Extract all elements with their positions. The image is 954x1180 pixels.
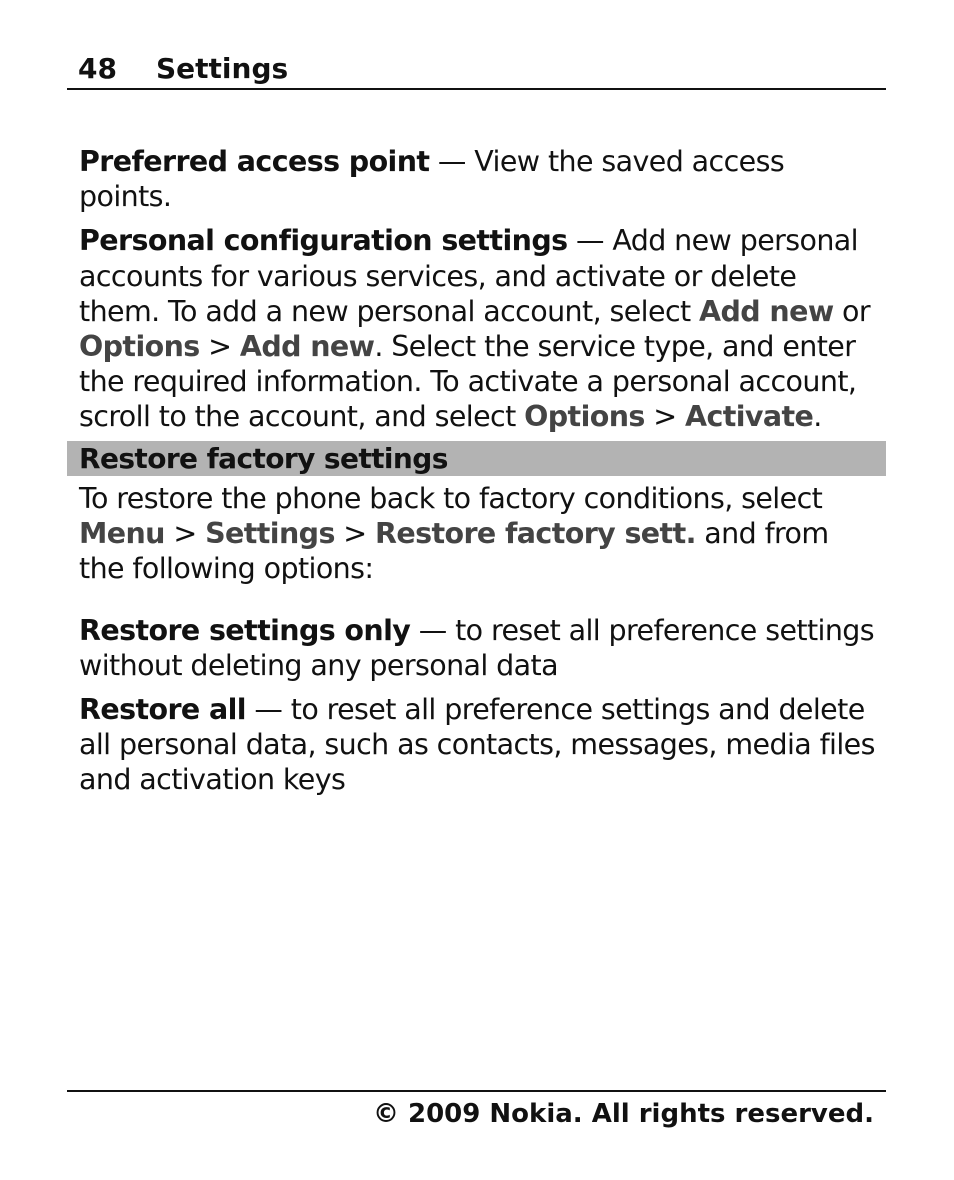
path-separator: > <box>164 517 206 551</box>
page-number: 48 <box>78 52 117 85</box>
section-heading-restore: Restore factory settings <box>67 441 886 476</box>
text-or: or <box>833 294 870 328</box>
term-restore-settings-only <box>79 613 879 683</box>
menu-menu: Menu <box>79 517 165 551</box>
term-label: Preferred access point <box>79 145 430 178</box>
term-description: — to reset all preference settings and delete all personal data, such as contacts, messages, media files and activation keys <box>79 693 875 797</box>
intro-text-end: and from the following options: <box>79 517 829 586</box>
term-restore-all <box>79 692 879 798</box>
term-preferred-access-point <box>79 144 879 214</box>
term-description: — View the saved access points. <box>79 145 785 214</box>
menu-activate: Activate <box>684 400 814 434</box>
menu-restore-factory-sett: Restore factory sett. <box>375 517 696 551</box>
intro-text: To restore the phone back to factory conditions, select <box>79 482 823 515</box>
path-separator: > <box>199 330 240 364</box>
term-description-2: . Select the service type, and enter the required information. To activate a personal account, scroll to the account, and select <box>79 330 857 434</box>
restore-intro <box>79 481 879 587</box>
content-upper <box>79 144 879 444</box>
running-head: Settings <box>156 52 289 85</box>
period: . <box>813 400 822 434</box>
menu-settings: Settings <box>205 517 335 551</box>
path-separator-2: > <box>644 400 685 434</box>
page-header <box>67 50 886 90</box>
term-personal-configuration <box>79 223 879 434</box>
term-label: Restore all <box>79 693 246 727</box>
menu-options-2: Options <box>524 400 645 434</box>
term-label: Personal configuration settings <box>79 224 568 258</box>
menu-add-new: Add new <box>699 294 834 328</box>
content-lower <box>79 481 879 807</box>
page-footer <box>67 1090 886 1134</box>
term-description: — Add new personal accounts for various services, and activate or delete them. To add a new personal account, select <box>79 224 858 328</box>
copyright-notice: © 2009 Nokia. All rights reserved. <box>372 1099 874 1129</box>
term-label: Restore settings only <box>79 613 411 647</box>
menu-options: Options <box>79 330 200 364</box>
term-description: — to reset all preference settings without deleting any personal data <box>79 613 875 682</box>
menu-add-new-2: Add new <box>239 330 375 364</box>
path-separator: > <box>334 517 376 551</box>
